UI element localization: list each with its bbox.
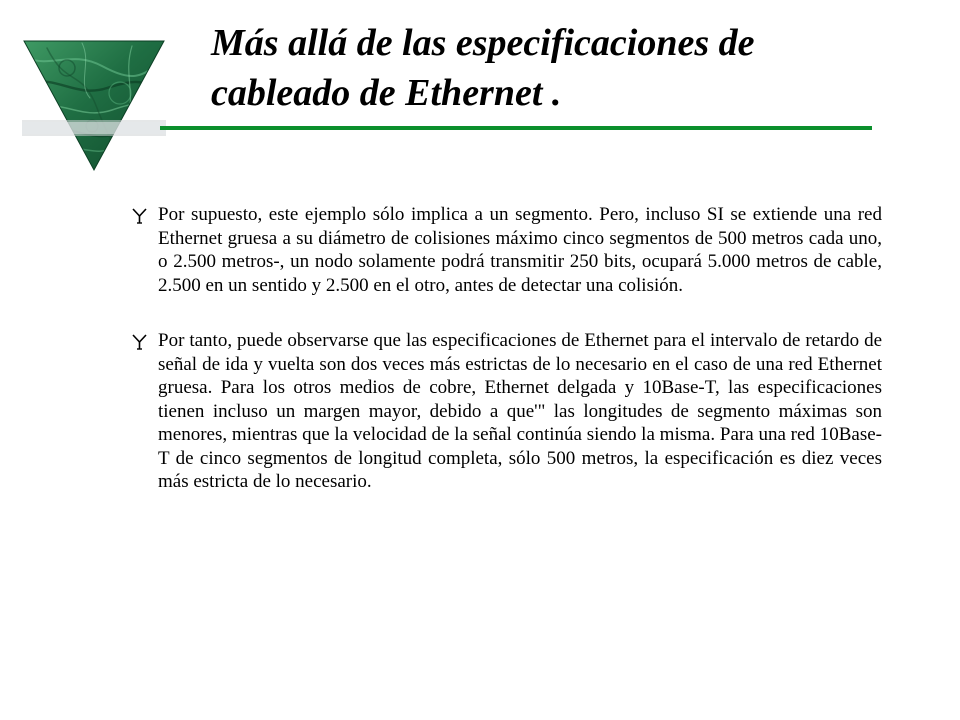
bullet-text: Por supuesto, este ejemplo sólo implica a un segmento. Pero, incluso SI se extiende una red Ethernet gruesa a su diámetro de colisiones máximo cinco segmentos de 500 metros cada uno, o 2.500 metros-, un nodo solamente podrá transmitir 250 bits, ocupará 5.000 metros de cable, 2.500 en un sentido y 2.500 en el otro, antes de detectar una colisión.: [158, 204, 882, 296]
slide-title-line-1: Más allá de las especificaciones de: [211, 22, 755, 64]
bullet-item: [130, 203, 882, 297]
title-underline: [160, 126, 872, 130]
bullet-item: [130, 329, 882, 494]
bullet-list: [130, 203, 882, 494]
bullet-text: Por tanto, puede observarse que las especificaciones de Ethernet para el intervalo de retardo de señal de ida y vuelta son dos veces más estrictas de lo necesario en el caso de una red Ethernet gruesa. Para los otros medios de cobre, Ethernet delgada y 10Base-T, las especificaciones tienen incluso un margen mayor, debido a que'" las longitudes de segmento máximas son menores, mientras que la velocidad de la señal continúa siendo la misma. Para una red 10Base-T de cinco segmentos de longitud completa, sólo 500 metros, la especificación es diez veces más estricta de lo necesario.: [158, 330, 882, 492]
green-marble-triangle-icon: [22, 38, 166, 172]
slide-title: [211, 18, 911, 118]
y-shaped-bullet-icon: [130, 329, 150, 352]
slide-title-line-2: cableado de Ethernet .: [211, 72, 562, 114]
y-shaped-bullet-icon: [130, 203, 150, 226]
